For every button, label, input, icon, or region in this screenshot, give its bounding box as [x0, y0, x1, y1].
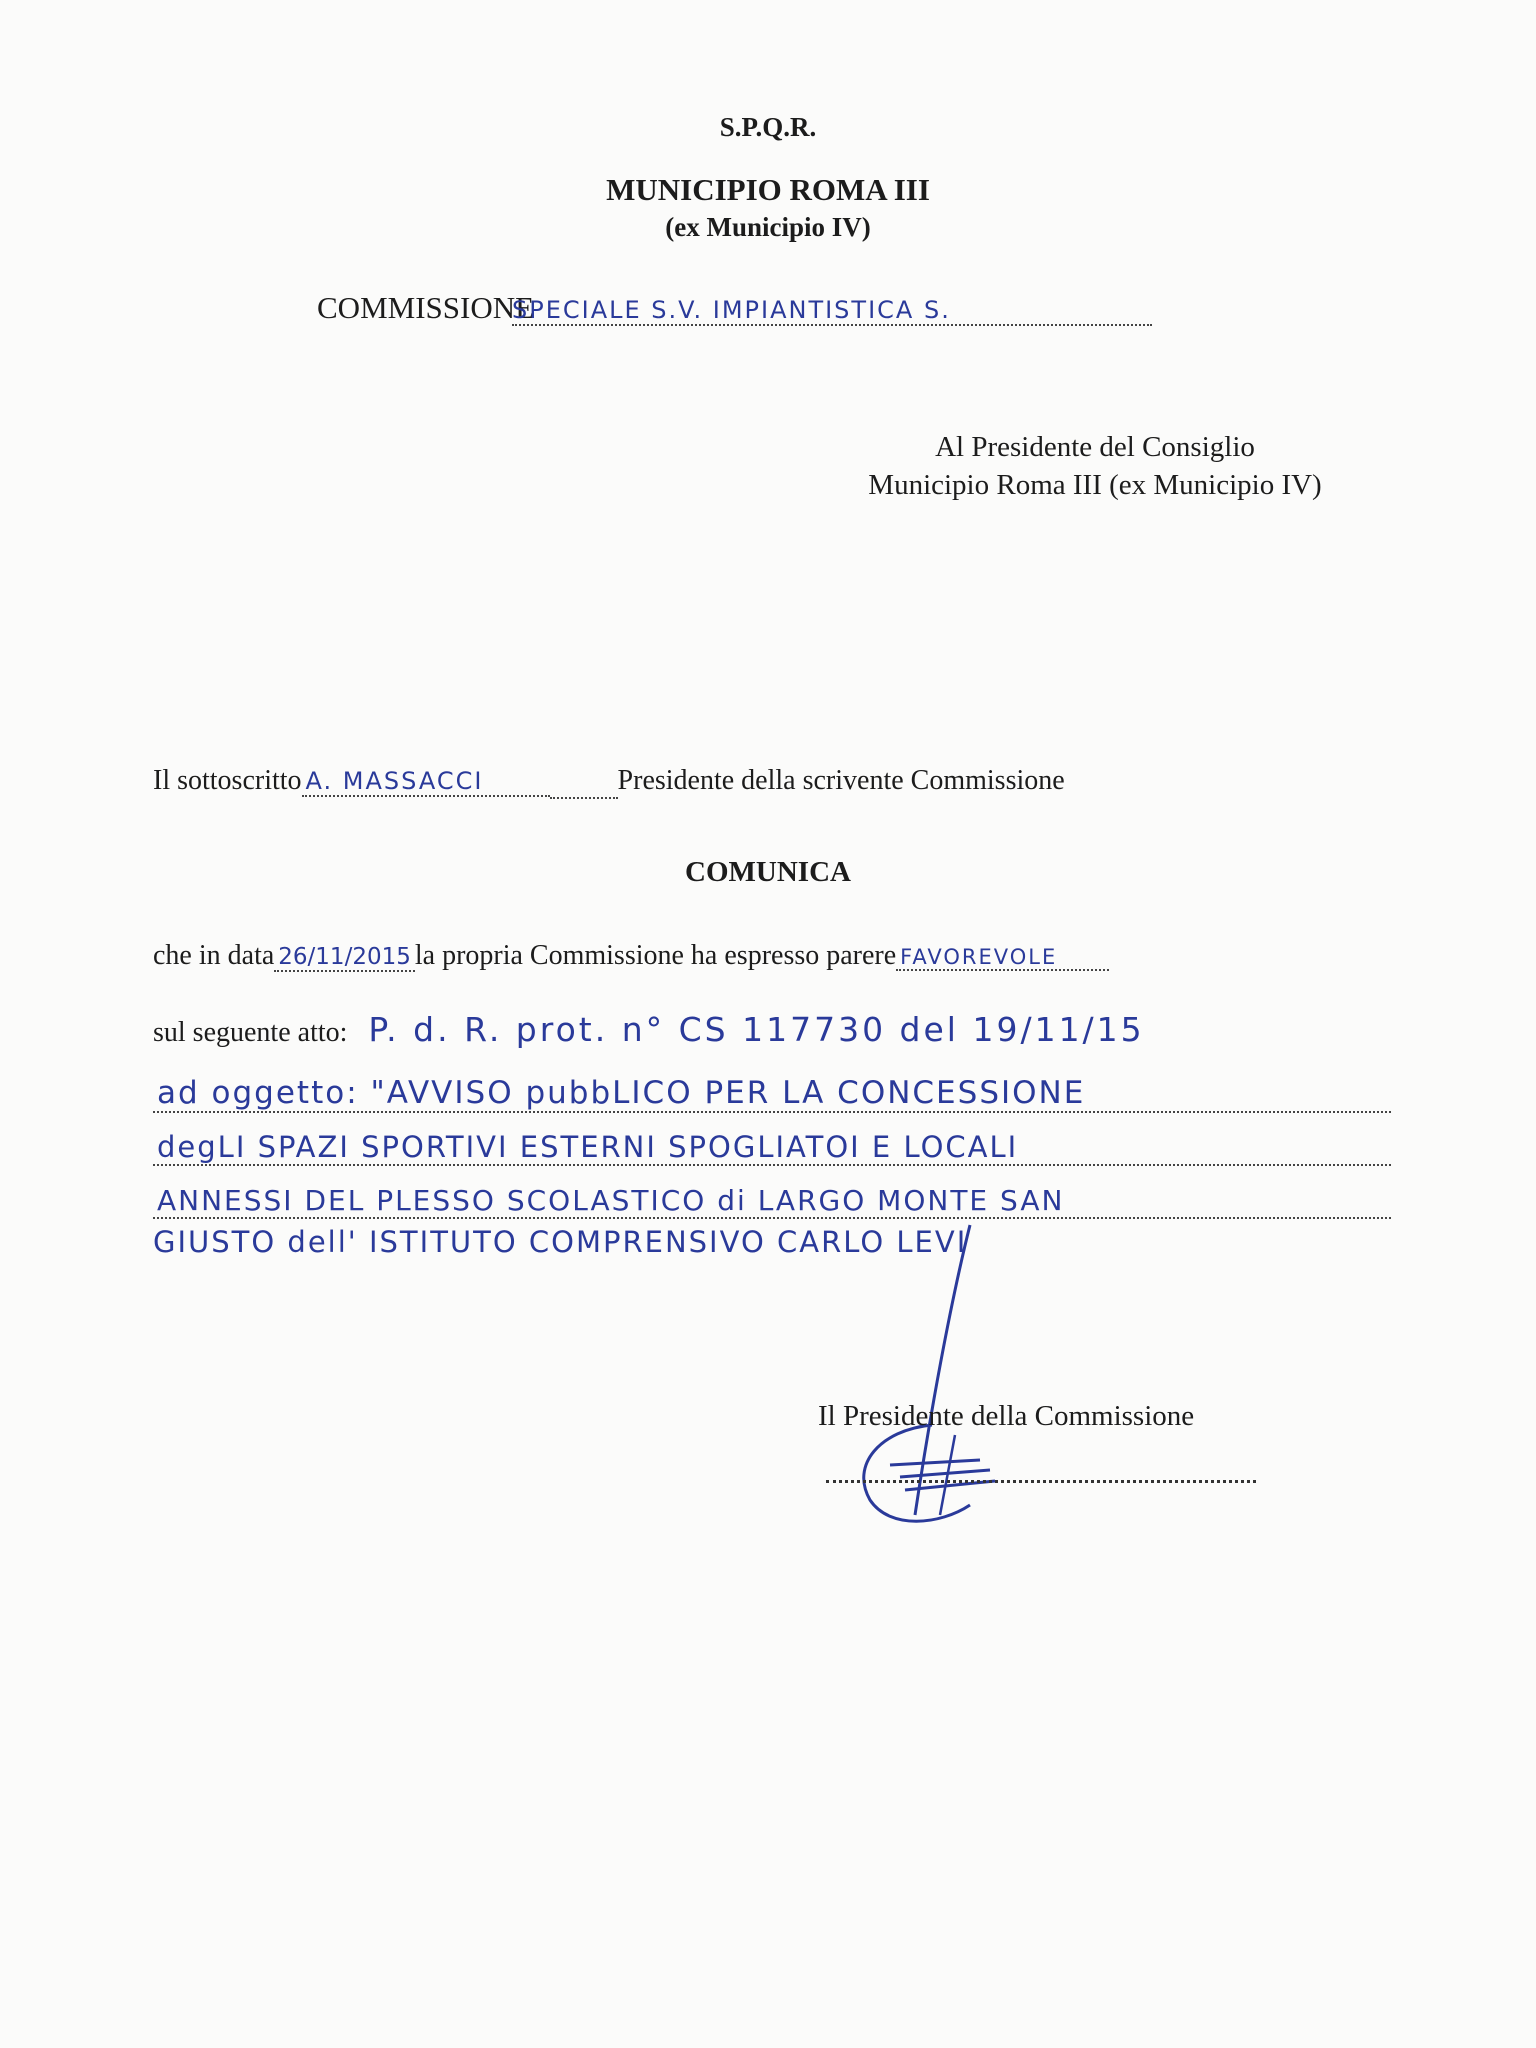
data-value-handwritten: 26/11/2015 — [274, 944, 415, 972]
atto-value-handwritten: P. d. R. prot. n° CS 117730 del 19/11/15 — [368, 1010, 1145, 1049]
data-middle-text: la propria Commissione ha espresso parere — [414, 940, 897, 971]
recipient-address — [835, 428, 1355, 504]
oggetto-line: GIUSTO dell' ISTITUTO COMPRENSIVO CARLO LEVI — [153, 1225, 968, 1259]
handwritten-signature — [820, 1215, 1240, 1555]
data-prefix: che in data — [153, 940, 275, 971]
oggetto-line: ANNESSI DEL PLESSO SCOLASTICO di LARGO MONTE SAN — [153, 1184, 1391, 1219]
commissione-name-handwritten: SPECIALE S.V. IMPIANTISTICA S. — [512, 290, 1152, 326]
comunica-heading: COMUNICA — [685, 856, 851, 888]
parere-value-handwritten: FAVOREVOLE — [896, 945, 1109, 971]
sottoscritto-name-handwritten: A. MASSACCI — [302, 767, 550, 797]
recipient-line-1: Al Presidente del Consiglio — [935, 431, 1255, 463]
oggetto-line: ad oggetto: "AVVISO pubbLICO PER LA CONCESSIONE — [153, 1075, 1391, 1113]
dotted-filler — [550, 765, 618, 799]
atto-label: sul seguente atto: — [153, 1017, 348, 1048]
atto-line — [153, 1010, 1413, 1049]
spqr-header: S.P.Q.R. — [719, 112, 817, 142]
sottoscritto-line — [153, 765, 1065, 799]
signature-title: Il Presidente della Commissione — [818, 1400, 1195, 1432]
sottoscritto-label: Il sottoscritto — [153, 765, 302, 796]
data-line — [153, 940, 1109, 972]
recipient-line-2: Municipio Roma III (ex Municipio IV) — [868, 469, 1322, 501]
commissione-label: COMMISSIONE — [317, 290, 535, 325]
sottoscritto-role: Presidente della scrivente Commissione — [617, 765, 1065, 796]
oggetto-line: degLI SPAZI SPORTIVI ESTERNI SPOGLIATOI E LOCALI — [153, 1130, 1391, 1166]
ex-municipio-subtitle: (ex Municipio IV) — [665, 212, 871, 242]
signature-dotted-line — [826, 1456, 1256, 1483]
municipio-title: MUNICIPIO ROMA III — [606, 172, 930, 207]
